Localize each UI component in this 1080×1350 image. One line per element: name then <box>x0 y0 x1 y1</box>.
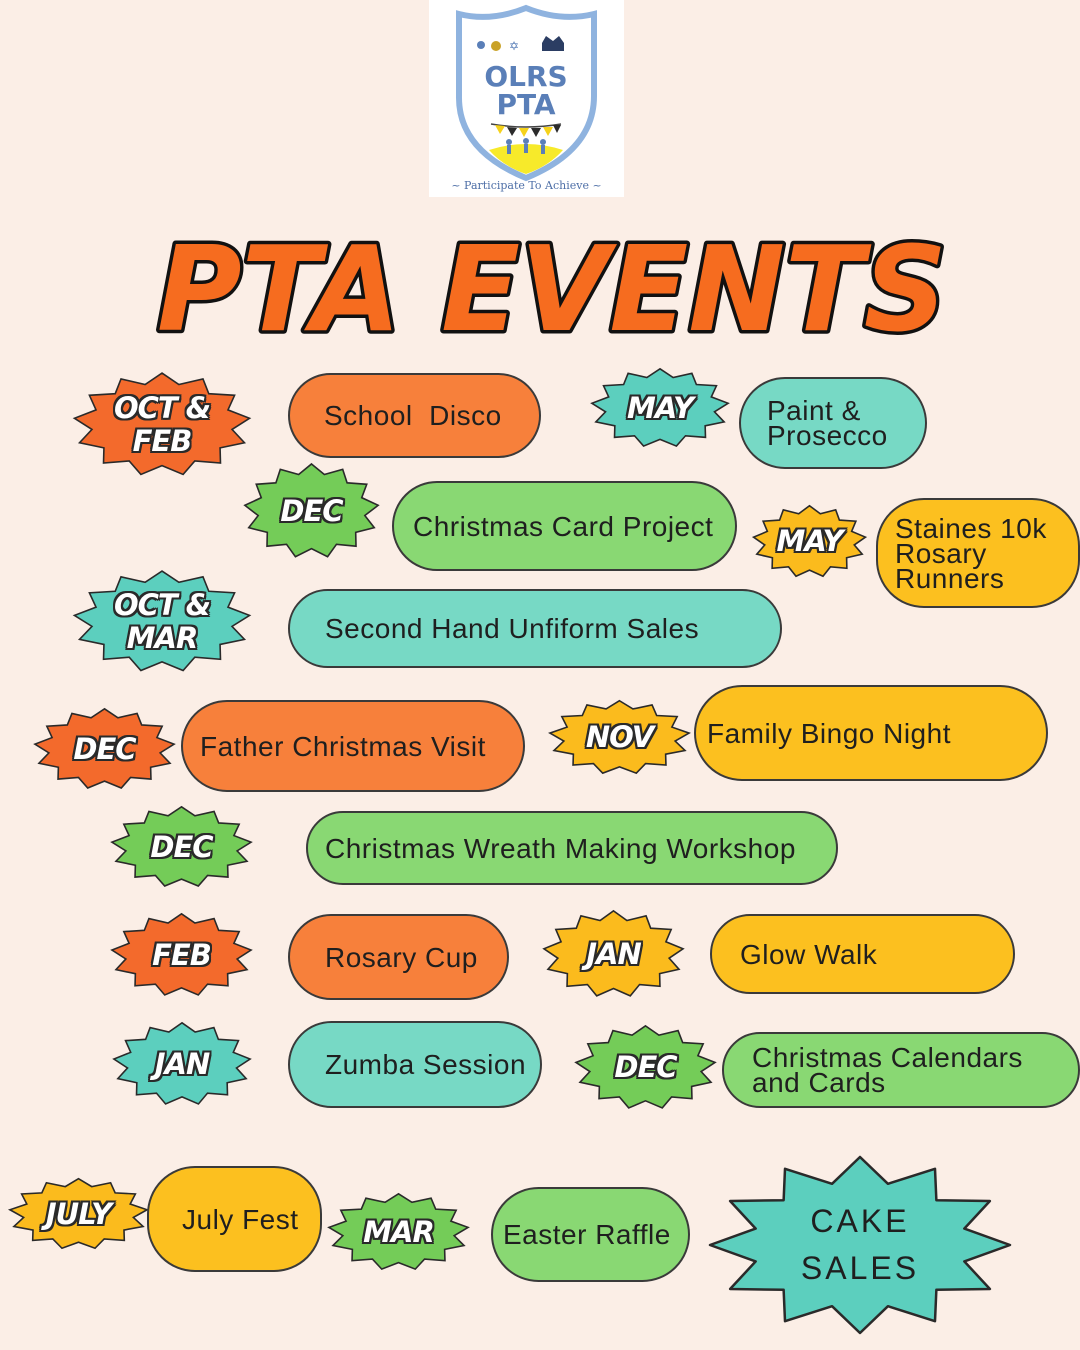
burst-label-text: OCT & FEB <box>113 390 211 458</box>
event-zumba <box>288 1021 542 1108</box>
event-school-disco <box>288 373 541 458</box>
burst-label <box>110 806 253 888</box>
burst-label-text: JAN <box>154 1046 210 1081</box>
month-burst-may <box>590 368 730 448</box>
month-burst-oct-mar <box>72 570 252 673</box>
burst-label <box>590 368 730 448</box>
month-burst-july <box>8 1178 149 1250</box>
page-title-text: PTA EVENTS <box>157 220 947 358</box>
burst-label-text: OCT & MAR <box>113 587 211 655</box>
burst-label-text: MAY <box>627 390 693 425</box>
burst-label-text: MAR <box>363 1214 434 1249</box>
event-label: Glow Walk <box>740 938 878 970</box>
burst-label <box>72 570 252 673</box>
logo-tagline: ~ Participate To Achieve ~ <box>451 179 602 192</box>
event-label: Staines 10k Rosary Runners <box>895 512 1047 594</box>
month-burst-may <box>752 505 867 578</box>
burst-label-text: FEB <box>152 937 211 972</box>
svg-text:✡: ✡ <box>509 39 520 53</box>
burst-label <box>542 910 685 998</box>
burst-label <box>112 1022 252 1106</box>
month-burst-dec <box>110 806 253 888</box>
month-burst-jan <box>112 1022 252 1106</box>
burst-label-text: JULY <box>45 1196 112 1231</box>
event-label: Easter Raffle <box>503 1219 671 1250</box>
event-label: School Disco <box>324 400 502 431</box>
month-burst-dec <box>33 708 176 790</box>
event-wreath-workshop <box>306 811 838 885</box>
event-label: Christmas Card Project <box>413 510 714 542</box>
burst-label <box>243 463 380 559</box>
month-burst-dec <box>243 463 380 559</box>
event-july-fest <box>147 1166 322 1272</box>
burst-label-text: NOV <box>585 720 654 754</box>
burst-label-text: DEC <box>150 829 213 864</box>
event-label: Father Christmas Visit <box>200 730 486 762</box>
event-calendars-cards <box>722 1032 1080 1108</box>
burst-label <box>327 1193 470 1271</box>
burst-label <box>8 1178 149 1250</box>
logo-pta-text: PTA <box>496 88 556 121</box>
event-father-christmas <box>181 700 525 792</box>
burst-label <box>752 505 867 578</box>
month-burst-dec <box>574 1025 717 1110</box>
burst-label <box>72 372 252 477</box>
event-label: Christmas Calendars and Cards <box>752 1042 1023 1098</box>
event-label: Second Hand Unfiform Sales <box>325 613 700 644</box>
cake-sales-text: CAKE SALES <box>800 1203 920 1286</box>
event-easter-raffle <box>491 1187 690 1282</box>
event-christmas-card-project <box>392 481 737 571</box>
burst-label-text: MAY <box>776 524 843 558</box>
event-glow-walk <box>710 914 1015 994</box>
burst-label-text: DEC <box>73 731 136 766</box>
event-label: Family Bingo Night <box>707 717 951 749</box>
burst-label <box>33 708 176 790</box>
event-label: Rosary Cup <box>325 941 478 973</box>
month-burst-mar <box>327 1193 470 1271</box>
event-second-hand-uniform <box>288 589 782 668</box>
cake-sales-burst <box>708 1155 1012 1335</box>
burst-label-text: DEC <box>614 1050 677 1084</box>
burst-label <box>110 913 253 997</box>
event-paint-prosecco <box>739 377 927 469</box>
logo-olrs-text: OLRS <box>484 60 568 93</box>
burst-label-text: DEC <box>280 493 343 528</box>
month-burst-feb <box>110 913 253 997</box>
month-burst-nov <box>548 700 691 775</box>
olrs-pta-logo <box>429 0 624 197</box>
event-family-bingo <box>694 685 1048 781</box>
page-title <box>0 205 1080 360</box>
event-label: July Fest <box>182 1203 299 1235</box>
month-burst-oct-feb <box>72 372 252 477</box>
month-burst-jan <box>542 910 685 998</box>
event-label: Christmas Wreath Making Workshop <box>325 832 796 864</box>
burst-label-text: JAN <box>586 936 641 971</box>
event-rosary-cup <box>288 914 509 1000</box>
event-label: Paint & Prosecco <box>767 395 888 451</box>
burst-label <box>574 1025 717 1110</box>
burst-label <box>548 700 691 775</box>
event-staines-10k <box>876 498 1080 608</box>
event-label: Zumba Session <box>325 1049 527 1080</box>
cake-sales-label <box>708 1155 1012 1335</box>
